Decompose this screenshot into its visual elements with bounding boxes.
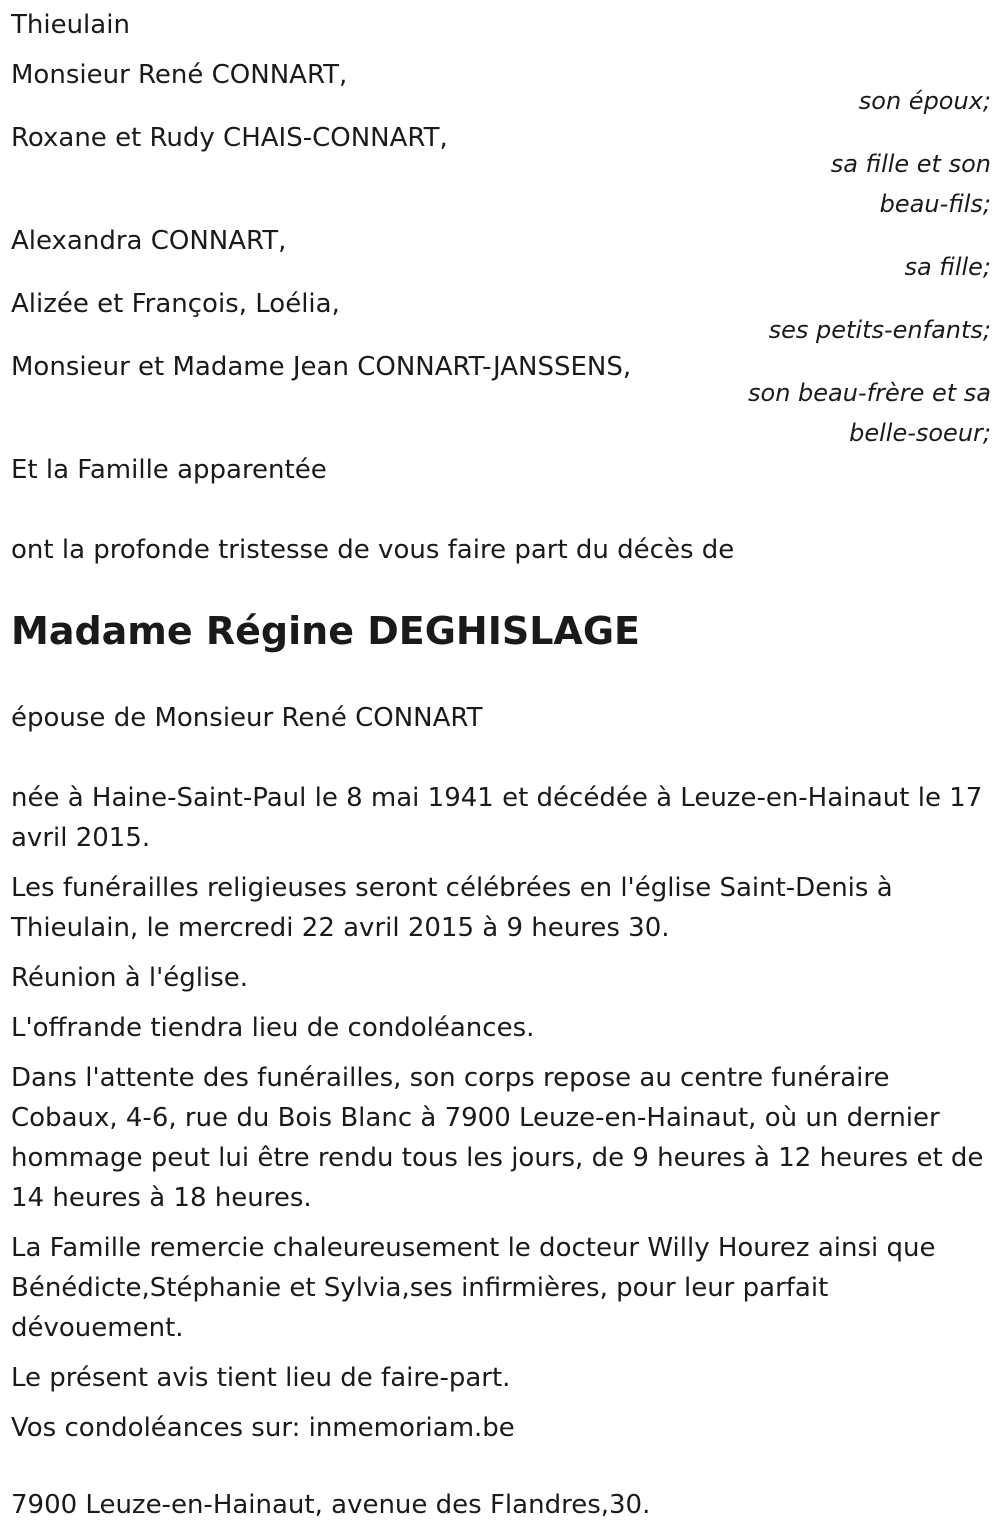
meeting-paragraph: Réunion à l'église. — [11, 963, 249, 993]
extended-family: Et la Famille apparentée — [11, 455, 327, 485]
address-line: 7900 Leuze-en-Hainaut, avenue des Flandres,30. — [11, 1490, 651, 1520]
family-member-name: Alexandra CONNART, — [11, 226, 287, 256]
family-relation: sa fille et son — [830, 150, 991, 178]
deceased-name: Madame Régine DEGHISLAGE — [11, 609, 640, 653]
family-entry — [11, 221, 991, 287]
birth-death-paragraph: née à Haine-Saint-Paul le 8 mai 1941 et décédée à Leuze-en-Hainaut le 17 avril 2015. — [11, 783, 983, 853]
funeral-paragraph: Les funérailles religieuses seront célébrées en l'église Saint-Denis à Thieulain, le mercredi 22 avril 2015 à 9 heures 30. — [11, 873, 893, 943]
notice-paragraph: Le présent avis tient lieu de faire-part. — [11, 1363, 511, 1393]
family-relation: ses petits-enfants; — [768, 316, 991, 344]
announcement-intro: ont la profonde tristesse de vous faire part du décès de — [11, 535, 735, 565]
family-entry — [11, 284, 991, 350]
visitation-paragraph: Dans l'attente des funérailles, son corps repose au centre funéraire Cobaux, 4-6, rue du Bois Blanc à 7900 Leuze-en-Hainaut, où un dernier hommage peut lui être rendu tous les jours, de 9 heures à 12 heures et de 14 heures à 18 heures. — [11, 1063, 984, 1213]
family-member-name: Roxane et Rudy CHAIS-CONNART, — [11, 123, 448, 153]
family-relation: beau-fils; — [879, 190, 991, 218]
family-relation: son beau-frère et sa — [748, 379, 991, 407]
family-relation: sa fille; — [904, 253, 991, 281]
family-entry — [11, 55, 991, 121]
family-member-name: Monsieur et Madame Jean CONNART-JANSSENS, — [11, 352, 632, 382]
family-entry — [11, 347, 991, 453]
condolences-paragraph: Vos condoléances sur: inmemoriam.be — [11, 1413, 515, 1443]
location-heading: Thieulain — [11, 10, 130, 40]
offering-paragraph: L'offrande tiendra lieu de condoléances. — [11, 1013, 535, 1043]
thanks-paragraph: La Famille remercie chaleureusement le docteur Willy Hourez ainsi que Bénédicte,Stéphanie et Sylvia,ses infirmières, pour leur parfait dévouement. — [11, 1233, 936, 1343]
family-relation: son époux; — [858, 87, 991, 115]
family-member-name: Alizée et François, Loélia, — [11, 289, 340, 319]
family-member-name: Monsieur René CONNART, — [11, 60, 348, 90]
spouse-line: épouse de Monsieur René CONNART — [11, 703, 483, 733]
details-block — [11, 778, 991, 1448]
family-relation: belle-soeur; — [849, 419, 991, 447]
family-entry — [11, 118, 991, 224]
